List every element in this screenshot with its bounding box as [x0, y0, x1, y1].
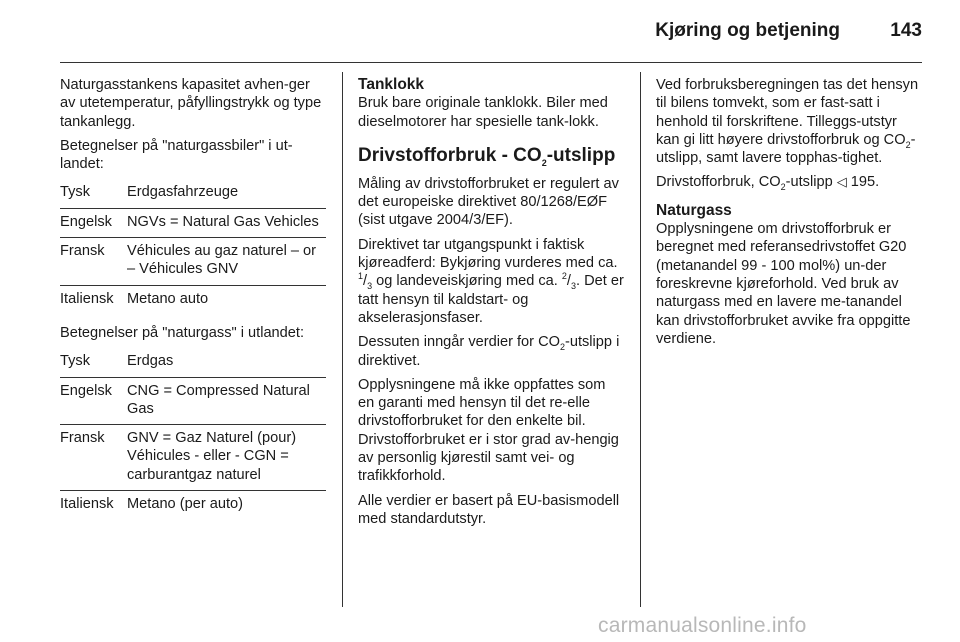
- naturgassbiler-table: [60, 179, 326, 313]
- term-value: Metano auto: [127, 290, 209, 307]
- column-1: [60, 76, 326, 529]
- term-value: Metano (per auto): [127, 496, 244, 513]
- column-divider: [342, 72, 343, 607]
- term-value: Erdgas: [127, 353, 174, 370]
- paragraph: Bruk bare originale tanklokk. Biler med dieselmotorer har spesielle tank-lokk.: [358, 95, 608, 130]
- paragraph: Opplysningene må ikke oppfattes som en garanti med hensyn til det re-elle drivstofforbruket for den enkelte bil. Drivstofforbruket er i stor grad av-hengig av personlig kjørestil samt vei- og trafikkforhold.: [358, 376, 619, 485]
- paragraph: Drivstofforbruk, $CO_2$-utslipp ◁ 195.: [656, 174, 880, 193]
- column-divider: [640, 72, 641, 607]
- table-row: [60, 490, 326, 519]
- page-number: 143: [890, 20, 922, 41]
- watermark: carmanualsonline.info: [598, 614, 807, 637]
- table-row: [60, 348, 326, 376]
- language-label: Engelsk: [60, 213, 112, 230]
- page-reference-arrow-icon: ◁: [836, 174, 847, 190]
- language-label: Tysk: [60, 353, 90, 370]
- paragraph: Direktivet tar utgangspunkt i faktisk kjøreadferd: Bykjøring vurderes med ca. $^1/_3$ og landeveiskjøring med ca. $^2/_3$. Det er tatt hensyn til kaldstart- og akselerasjonsfaser.: [358, 236, 624, 326]
- heading-naturgass: Naturgass: [656, 201, 732, 219]
- table-row: [60, 179, 326, 207]
- paragraph: Betegnelser på "naturgass" i utlandet:: [60, 324, 305, 341]
- column-3: [656, 76, 922, 354]
- column-2: [358, 76, 624, 534]
- table-row: [60, 377, 326, 425]
- language-label: Tysk: [60, 184, 90, 201]
- page-header: [60, 0, 922, 63]
- naturgass-table: [60, 348, 326, 519]
- paragraph: Opplysningene om drivstofforbruk er beregnet med referansedrivstoffet G20 (metanandel 99 - 100 mol%) un-der foreskrevne kjøreforhold. Ved bruk av naturgass med en lavere me-tanandel kan drivstofforbruket avvike fra oppgitte verdiene.: [656, 221, 911, 347]
- paragraph: Alle verdier er basert på EU-basismodell med standardutstyr.: [358, 492, 620, 527]
- page-title: Kjøring og betjening: [655, 20, 840, 41]
- term-value: Erdgasfahrzeuge: [127, 184, 239, 201]
- paragraph: Betegnelser på "naturgassbiler" i ut-landet:: [60, 137, 293, 173]
- paragraph: Dessuten inngår verdier for $CO_2$-utslipp i direktivet.: [358, 334, 620, 369]
- language-label: Italiensk: [60, 290, 114, 307]
- table-row: [60, 285, 326, 314]
- paragraph: Naturgasstankens kapasitet avhen-ger av utetemperatur, påfyllingstrykk og type tankanlegg.: [60, 77, 322, 130]
- term-value: NGVs = Natural Gas Vehicles: [127, 213, 319, 230]
- heading-tanklokk: Tanklokk: [358, 76, 425, 93]
- paragraph: Ved forbruksberegningen tas det hensyn til bilens tomvekt, som er fast-satt i henhold til forskriftene. Tilleggs-utstyr kan gi litt høyere drivstofforbruk og $CO_2$-utslipp, samt lavere topphas-tighet.: [656, 77, 919, 167]
- paragraph: Måling av drivstofforbruket er regulert av det europeiske direktivet 80/1268/EØF (sist utgave 2004/3/EF).: [358, 175, 619, 229]
- table-row: [60, 208, 326, 237]
- term-value: GNV = Gaz Naturel (pour) Véhicules - eller - CGN = carburantgaz naturel: [127, 430, 297, 483]
- language-label: Fransk: [60, 430, 105, 447]
- term-value: Véhicules au gaz naturel – or – Véhicules GNV: [127, 243, 317, 278]
- heading-drivstofforbruk: Drivstofforbruk - $CO_2$-utslipp: [358, 144, 616, 168]
- term-value: CNG = Compressed Natural Gas: [127, 382, 310, 417]
- language-label: Engelsk: [60, 382, 112, 399]
- language-label: Fransk: [60, 243, 105, 260]
- table-row: [60, 424, 326, 490]
- table-row: [60, 237, 326, 285]
- language-label: Italiensk: [60, 496, 114, 513]
